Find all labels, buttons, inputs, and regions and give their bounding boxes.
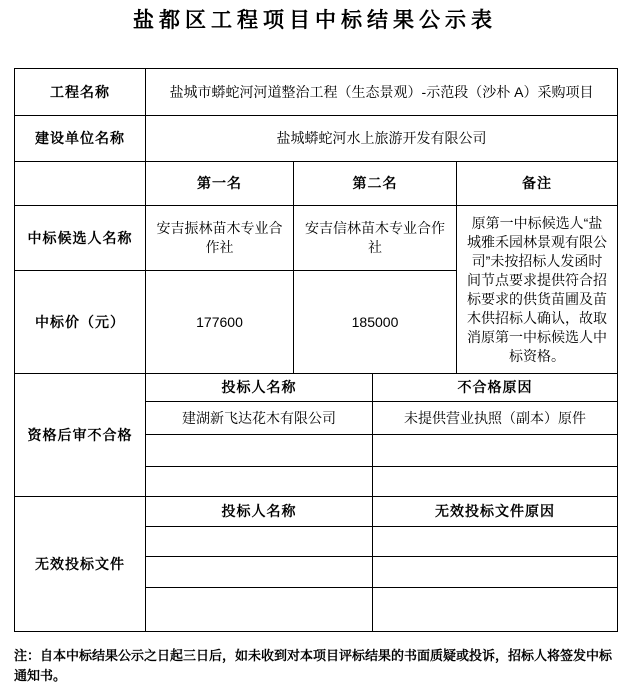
project-name-label: 工程名称 bbox=[15, 69, 146, 116]
candidates-label: 中标候选人名称 bbox=[15, 206, 146, 271]
invalid-section-label: 无效投标文件 bbox=[15, 497, 146, 632]
postqual-bidder-value bbox=[146, 435, 373, 467]
postqual-reason-header: 不合格原因 bbox=[373, 374, 618, 402]
invalid-bidder-value bbox=[146, 557, 373, 588]
price-second-value: 185000 bbox=[294, 271, 457, 374]
page-title: 盐都区工程项目中标结果公示表 bbox=[133, 9, 497, 32]
project-name-value: 盐城市蟒蛇河河道整治工程（生态景观）-示范段（沙朴 A）采购项目 bbox=[146, 69, 618, 116]
candidate-second-value: 安吉信林苗木专业合作社 bbox=[294, 206, 457, 271]
table-row bbox=[15, 162, 618, 206]
invalid-reason-value bbox=[373, 527, 618, 557]
owner-name-label: 建设单位名称 bbox=[15, 116, 146, 162]
price-first-value: 177600 bbox=[146, 271, 294, 374]
postqual-reason-value bbox=[373, 435, 618, 467]
postqual-reason-value bbox=[373, 467, 618, 497]
rank-header-empty-cell bbox=[15, 162, 146, 206]
postqual-bidder-header: 投标人名称 bbox=[146, 374, 373, 402]
postqual-bidder-value: 建湖新飞达花木有限公司 bbox=[146, 402, 373, 435]
postqual-section-label: 资格后审不合格 bbox=[15, 374, 146, 497]
table-row bbox=[15, 497, 618, 527]
invalid-reason-value bbox=[373, 557, 618, 588]
remark-header: 备注 bbox=[457, 162, 618, 206]
remark-text: 原第一中标候选人“盐城雅禾园林景观有限公司”未按招标人发函时间节点要求提供符合招标要求的供货苗圃及苗木供招标人确认，故取消原第一中标候选人中标资格。 bbox=[457, 206, 618, 374]
postqual-reason-value: 未提供营业执照（副本）原件 bbox=[373, 402, 618, 435]
invalid-bidder-value bbox=[146, 588, 373, 632]
bid-result-table bbox=[14, 68, 618, 632]
candidate-first-value: 安吉振林苗木专业合作社 bbox=[146, 206, 294, 271]
table-row bbox=[15, 69, 618, 116]
table-row bbox=[15, 206, 618, 271]
rank-first-header: 第一名 bbox=[146, 162, 294, 206]
owner-name-value: 盐城蟒蛇河水上旅游开发有限公司 bbox=[146, 116, 618, 162]
postqual-bidder-value bbox=[146, 467, 373, 497]
table-row bbox=[15, 116, 618, 162]
invalid-bidder-header: 投标人名称 bbox=[146, 497, 373, 527]
price-label: 中标价（元） bbox=[15, 271, 146, 374]
invalid-reason-value bbox=[373, 588, 618, 632]
rank-second-header: 第二名 bbox=[294, 162, 457, 206]
table-row bbox=[15, 374, 618, 402]
footnote: 注：自本中标结果公示之日起三日后，如未收到对本项目评标结果的书面质疑或投诉，招标人将签发中标通知书。 bbox=[14, 648, 613, 683]
invalid-bidder-value bbox=[146, 527, 373, 557]
invalid-reason-header: 无效投标文件原因 bbox=[373, 497, 618, 527]
